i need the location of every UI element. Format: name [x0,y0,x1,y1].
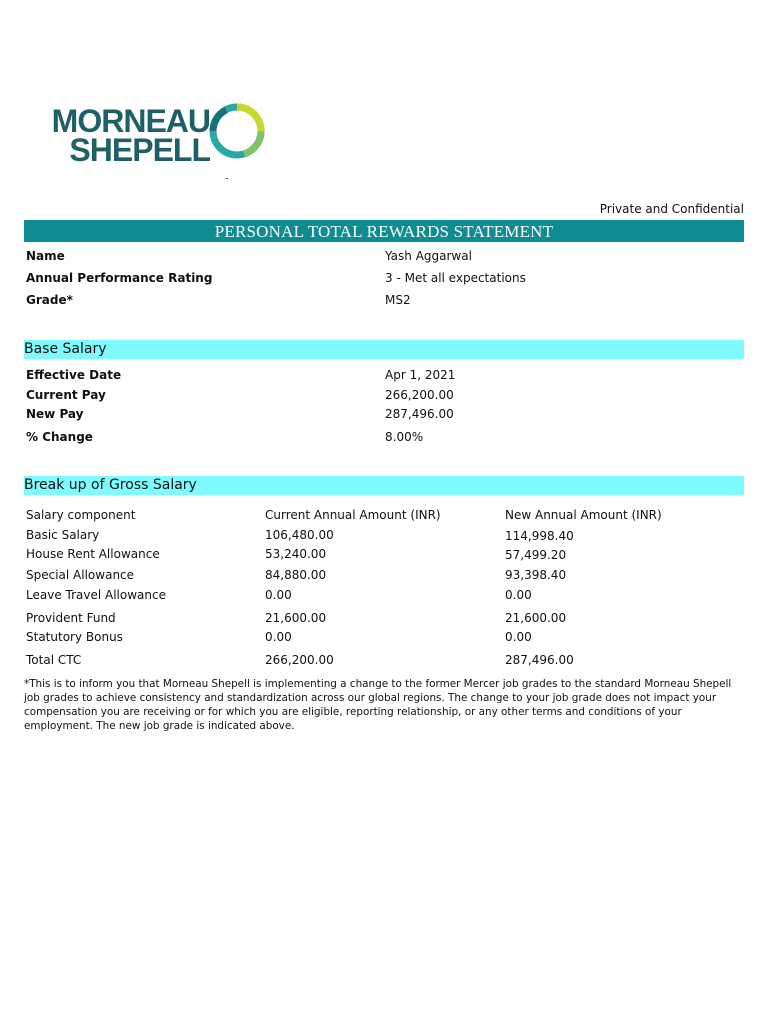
change-value: 8.00% [385,430,424,444]
row-hra-component: House Rent Allowance [26,547,160,561]
grade-label: Grade* [26,293,73,307]
row-pf-current: 21,600.00 [265,611,327,625]
grade-change-note: *This is to inform you that Morneau Shepell is implementing a change to the former Mercer job grades to the standard Morneau Shepell job grades to achieve consistency and standardization across our global regions. The change to your job grade does not impact your compensation you are receiving or for which you are eligible, reporting relationship, or any other terms and conditions of your employment. The new job grade is indicated above. [24,678,732,732]
title-band [24,220,744,242]
row-special-current: 84,880.00 [265,568,327,582]
effective-date-label: Effective Date [26,368,122,382]
gross-salary-band [24,476,744,495]
current-pay-value: 266,200.00 [385,388,454,402]
row-lta-current: 0.00 [265,588,292,602]
name-label: Name [26,249,65,263]
name-value: Yash Aggarwal [385,249,472,263]
new-pay-label: New Pay [26,407,84,421]
header-component: Salary component [26,508,136,522]
statement-title: PERSONAL TOTAL REWARDS STATEMENT [214,222,554,241]
current-pay-label: Current Pay [26,388,106,402]
logo-line-1: MORNEAU [51,103,210,139]
row-special-new: 93,398.40 [505,568,567,582]
grade-value: MS2 [385,293,411,307]
row-pf-new: 21,600.00 [505,611,567,625]
row-total-component: Total CTC [26,653,82,667]
row-bonus-current: 0.00 [265,630,292,644]
base-salary-band [24,340,744,359]
new-pay-value: 287,496.00 [385,407,454,421]
row-bonus-new: 0.00 [505,630,532,644]
row-lta-new: 0.00 [505,588,532,602]
header-current-amount: Current Annual Amount (INR) [265,508,441,522]
row-total-new: 287,496.00 [505,653,574,667]
change-label: % Change [26,430,93,444]
row-basic-current: 106,480.00 [265,528,334,542]
effective-date-value: Apr 1, 2021 [385,368,456,382]
row-bonus-component: Statutory Bonus [26,630,123,644]
row-basic-new: 114,998.40 [505,529,574,543]
row-hra-new: 57,499.20 [505,548,567,562]
stray-dot [226,178,228,179]
row-basic-component: Basic Salary [26,528,100,542]
rating-label: Annual Performance Rating [26,271,213,285]
row-hra-current: 53,240.00 [265,547,327,561]
logo-line-2: SHEPELL [69,132,210,168]
morneau-shepell-logo [40,98,270,168]
confidential-label: Private and Confidential [599,202,744,216]
base-salary-title: Base Salary [24,341,107,357]
gross-salary-title: Break up of Gross Salary [24,477,197,493]
row-special-component: Special Allowance [26,568,135,582]
row-lta-component: Leave Travel Allowance [26,588,166,602]
rating-value: 3 - Met all expectations [385,271,526,285]
row-total-current: 266,200.00 [265,653,334,667]
logo-ring-icon [206,98,270,164]
header-new-amount: New Annual Amount (INR) [505,508,662,522]
row-pf-component: Provident Fund [26,611,116,625]
